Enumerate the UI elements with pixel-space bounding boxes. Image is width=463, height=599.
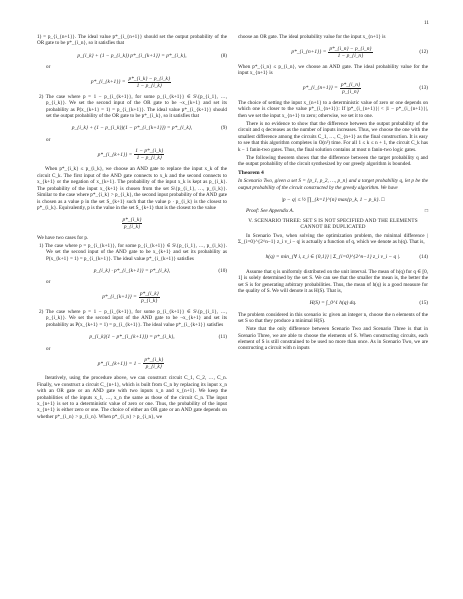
equation-10b — [37, 287, 227, 307]
page-number: 11 — [424, 20, 429, 26]
equation-body: p_{i_k} + (1 − p_{i_k})(1 − p*_{i_{k+1}}) = p*_{i_k}, — [71, 125, 193, 132]
equation-10 — [37, 264, 227, 278]
denominator: p_{i_k} — [123, 223, 141, 230]
paragraph: The problem considered in this scenario is: given an integer n, choose the n elements of the set S so that they produce a minimal H(S). — [238, 311, 428, 325]
equation-9 — [37, 121, 227, 135]
denominator: 1 − p_{i_k} — [136, 82, 162, 89]
or-label: or — [46, 136, 51, 143]
equation-body: p_{i_k} · p*_{i_{k+1}} = p*_{i_k}, — [93, 267, 171, 274]
denominator: 1 − p_{i_k} — [136, 155, 162, 162]
numerator: 1 − p*_{i_k} — [135, 148, 164, 155]
or-label: or — [46, 345, 51, 352]
denominator: p_{i_k} — [141, 297, 158, 304]
theorem-body: In Scenario Two, given a set S = {p_1, p_2, …, p_n} and a target probability q, let p be the output probability of the circuit constructed by the greedy algorithm. We have — [238, 178, 428, 191]
fraction — [128, 76, 172, 89]
equation-body: |p − q| ≤ ½ ∏_{k=1}^{n} max{p_k, 1 − p_k}. □ — [281, 196, 385, 203]
proof — [238, 208, 428, 214]
list-item: 1) The case where p = p_{i_{k+1}}, for some p_{i_{k+1}} ∈ S\{p_{i_1}, …, p_{i_k}}. We set the second input of the AND gate to be x_{k+1} and set its probability as P(x_{k+1} = 1) = p_{i_{k+1}}. The ideal value p*_{i_{k+1}} satisfies — [39, 242, 227, 262]
equation-number: (12) — [419, 49, 428, 56]
equation-number: (11) — [218, 333, 227, 340]
fraction — [122, 217, 143, 230]
equation-14 — [238, 247, 428, 267]
list-item: 2) The case where p = 1 − p_{i_{k+1}}, for some p_{i_{k+1}} ∈ S\{p_{i_1}, …, p_{i_k}}. We set the second input of the OR gate to be ¬x_{k+1} and set its probability as P(x_{k+1} = 1) = p_{i_{k+1}}. The ideal value p*_{i_{k+1}} should set the output probability of the OR gate to be p*_{i_k}, so it satisfies that — [39, 93, 227, 120]
theorem-title: Theorem 4 — [238, 170, 264, 177]
fraction — [328, 46, 372, 59]
paragraph: When p*_{i_k} ≤ p_{i_k}, we choose an AND gate to replace the input x_k of the circuit C_k. The first input of the AND gate connects to x_k and the second connects to x_{k+1} or the negation of x_{k+1}. The probability of the input x_k is kept as p_{i_k}. The probability of the input x_{k+1} is chosen from the set S\{p_{i_1}, …, p_{i_k}}. Similar to the case where p*_{i_k} > p_{i_k}, the second input probability of the AND gate is chosen as a value p in the set S_{k+1} such that the value p · p_{i_k} is the closest to p*_{i_k}. Equivalently, p is the value in the set S_{k+1} that is the closest to the value — [37, 166, 227, 212]
paragraph: The choice of setting the input x_{n+1} to a deterministic value of zero or one depends on which one is closer to the value p*_{i_{n+1}}: If |p*_{i_{n+1}}| < |1 − p*_{i_{n+1}}|, then we set the input x_{n+1} to zero; otherwise, we set it to one. — [238, 99, 428, 119]
left-column — [37, 34, 227, 422]
equation-lhs: p*_{i_{k+1}} = 1 − — [97, 360, 142, 367]
paragraph: The following theorem shows that the difference between the target probability q and the output probability of the circuit synthesized by our greedy algorithm is bounded. — [238, 154, 428, 167]
equation-8b — [37, 72, 227, 92]
numerator: p*_{i_k} — [139, 290, 159, 297]
equation-number: (10) — [218, 267, 227, 274]
equation-body: p_{i_k} + (1 − p_{i_k}) p*_{i_{k+1}} = p*_{i_k}, — [77, 52, 187, 59]
paragraph: When p*_{i_n} ≤ p_{i_n}, we choose an AND gate. The ideal probability value for the input x_{n+1} is — [238, 63, 428, 77]
section-title: V. SCENARIO THREE: SET S IS NOT SPECIFIED AND THE ELEMENTS CANNOT BE DUPLICATED — [248, 217, 418, 231]
paragraph: Iteratively, using the procedure above, we can construct circuit C_1, C_2, …, C_n. Finally, we construct a circuit C_{n+1}, which is built from C_n by replacing its input x_n with an OR gate or an AND gate with two inputs x_n and x_{n+1}. We keep the probabilities of the inputs x_1, …, x_n the same as those of the circuit C_n. The input x_{n+1} is set to a deterministic value of zero or one. Thus, the probability of the input x_{n+1} is either zero or one. The choice of either an OR gate or an AND gate depends on whether p*_{i_n} > p_{i_n}. When p*_{i_n} > p_{i_n}, we — [37, 375, 227, 420]
numerator: p*_{i_k} — [144, 357, 164, 364]
paragraph: We have two cases for p. — [37, 234, 89, 241]
denominator: p_{i_n} — [342, 88, 359, 95]
equation-lhs: p*_{i_{k+1}} = — [102, 294, 137, 301]
or-label: or — [46, 64, 51, 71]
fraction — [143, 357, 164, 370]
equation-body: p_{i_k}(1 − p*_{i_{k+1}}) = p*_{i_k}, — [89, 333, 175, 340]
equation-lhs: p*_{i_{k+1}} = — [90, 79, 126, 86]
numerator: p*_{i_n} − p_{i_n} — [329, 45, 372, 52]
numerator: p*_{i_k} — [122, 216, 142, 223]
theorem-equation — [238, 193, 428, 207]
paragraph: There is no evidence to show that the difference between the output probability of the circuit and q decreases as the number of inputs increases. Thus, we choose the one with the smallest difference among the circuits C_1, …, C_{n+1} as the final construction. It is easy to see that this algorithm completes in O(n²) time. For all 1 ≤ k ≤ n + 1, the circuit C_k has k − 1 fanin-two gates. Thus, the final solution contains at most n fanin-two logic gates. — [238, 120, 428, 153]
paragraph: 1) = p_{i_{n+1}}. The ideal value p*_{i_{n+1}} should set the output probability of the OR gate to be p*_{i_n}, so it satisfies that — [37, 34, 227, 47]
equation-11 — [37, 330, 227, 344]
equation-number: (8) — [221, 52, 227, 59]
denominator: p_{i_k} — [145, 364, 162, 371]
equation-13 — [238, 78, 428, 98]
or-label: or — [46, 279, 51, 286]
denominator: 1 − p_{i_n} — [337, 52, 364, 59]
right-column — [238, 34, 428, 354]
qed-box: □ — [424, 208, 428, 215]
equation-number: (9) — [221, 125, 227, 132]
paragraph: In Scenario Two, when solving the optimization problem, the minimal difference |Σ_{i=0}^{2^n−1} z_i v_i − q| is actually a function of q, which we denote as h(q). That is, — [238, 232, 428, 245]
fraction — [134, 148, 164, 161]
numerator: p*_{i_k} − p_{i_k} — [128, 75, 171, 82]
equation-8 — [37, 49, 227, 63]
list-item: 2) The case where p = 1 − p_{i_{k+1}}, for some p_{i_{k+1}} ∈ S\{p_{i_1}, …, p_{i_k}}. We set the second input of the AND gate to be ¬x_{k+1} and set its probability as P(x_{k+1} = 1) = p_{i_{k+1}}. The ideal value p*_{i_{k+1}} satisfies — [39, 308, 227, 328]
fraction — [340, 82, 361, 95]
equation-body: h(q) = min_{∀ i, z_i ∈ {0,1}} | Σ_{i=0}^{2^n−1} z_i v_i − q |. — [265, 254, 401, 260]
paragraph: choose an OR gate. The ideal probability value for the input x_{n+1} is — [238, 34, 386, 40]
numerator: p*_{i_n} — [340, 81, 361, 88]
equation-lhs: p*_{i_{k+1}} = — [97, 151, 133, 158]
paragraph: Assume that q is uniformly distributed on the unit interval. The mean of h(q) for q ∈ [0, 1] is solely determined by the set S. We can see that the smaller the mean is, the better the set S is for generating arbitrary probabilities. Thus, the mean of h(q) is a good measure for the quality of S. We will denote it as H(S). That is, — [238, 268, 428, 294]
equation-11b — [37, 354, 227, 374]
proof-text: Proof: See Appendix A. — [246, 208, 294, 215]
equation-number: (14) — [419, 254, 428, 260]
equation-number: (13) — [419, 85, 428, 92]
paragraph: Note that the only difference between Scenario Two and Scenario Three is that in Scenario Three, we are able to choose the elements of S. When constructing circuits, each element of S is still constrained to be used no more than once. As in Scenario Two, we are constructing a circuit with n inputs — [238, 326, 428, 352]
fraction — [139, 291, 160, 304]
equation-15 — [238, 296, 428, 310]
equation-ratio — [37, 213, 227, 233]
equation-lhs: p*_{i_{n+1}} = — [302, 85, 338, 92]
equation-12 — [238, 42, 428, 62]
equation-number: (15) — [419, 300, 428, 306]
equation-body: H(S) = ∫_0^1 h(q) dq. — [309, 300, 357, 306]
equation-lhs: p*_{i_{n+1}} = — [291, 49, 327, 56]
equation-9b — [37, 145, 227, 165]
